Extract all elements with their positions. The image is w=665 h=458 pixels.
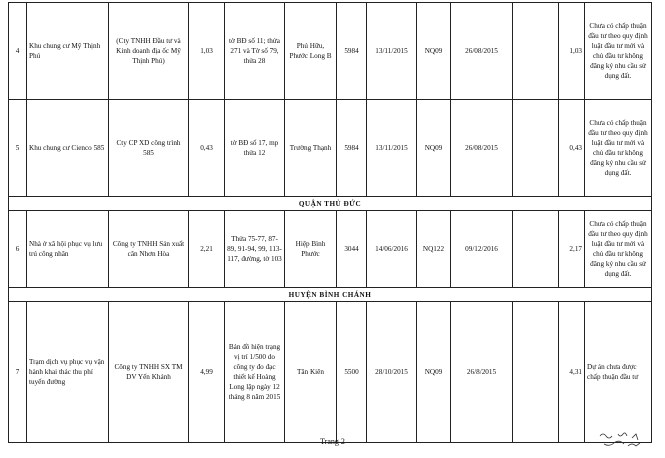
area: 2,21 [189, 211, 225, 288]
row-index: 6 [9, 211, 27, 288]
project-name: Khu chung cư Cienco 585 [27, 100, 109, 197]
location: Thửa 75-77, 87-89, 91-94, 99, 113-117, đường, tờ 103 [225, 211, 285, 288]
note: Chưa có chấp thuận đầu tư theo quy định luật đầu tư mới và chủ đầu tư không đăng ký nhu cầu sử dụng đất. [585, 100, 652, 197]
project-table [8, 2, 652, 443]
area: 4,99 [189, 302, 225, 443]
row-index: 4 [9, 3, 27, 100]
investor: Công ty TNHH Sản xuất cân Nhơn Hòa [109, 211, 189, 288]
location: Bản đồ hiện trạng vị trí 1/500 do công ty đo đạc thiết kế Hoàng Long lập ngày 12 tháng 8 năm 2015 [225, 302, 285, 443]
empty-cell [513, 302, 559, 443]
resolution: NQ09 [417, 302, 451, 443]
handwritten-mark [596, 428, 646, 452]
investor: Công ty TNHH SX TM DV Yến Khánh [109, 302, 189, 443]
empty-cell [513, 100, 559, 197]
resolution-date: 09/12/2016 [451, 211, 513, 288]
resolution: NQ122 [417, 211, 451, 288]
resolution: NQ09 [417, 3, 451, 100]
row-index: 7 [9, 302, 27, 443]
table-row [9, 3, 652, 100]
area-remaining: 1,03 [559, 3, 585, 100]
project-name: Khu chung cư Mỹ Thịnh Phú [27, 3, 109, 100]
area: 1,03 [189, 3, 225, 100]
section-heading: HUYỆN BÌNH CHÁNH [9, 288, 652, 302]
project-name: Trạm dịch vụ phục vụ vận hành khai thác thu phí tuyến đường [27, 302, 109, 443]
document-date: 14/06/2016 [367, 211, 417, 288]
table-row [9, 100, 652, 197]
document-date: 28/10/2015 [367, 302, 417, 443]
table-row [9, 302, 652, 443]
resolution: NQ09 [417, 100, 451, 197]
empty-cell [513, 211, 559, 288]
empty-cell [513, 3, 559, 100]
ward: Tân Kiên [285, 302, 337, 443]
document-number: 5500 [337, 302, 367, 443]
document-date: 13/11/2015 [367, 3, 417, 100]
document-number: 5984 [337, 3, 367, 100]
page-number: Trang 2 [320, 437, 345, 446]
investor: (Cty TNHH Đầu tư và Kinh doanh địa ốc Mỹ Thịnh Phú) [109, 3, 189, 100]
area-remaining: 4,31 [559, 302, 585, 443]
row-index: 5 [9, 100, 27, 197]
project-name: Nhà ở xã hội phục vụ lưu trú công nhân [27, 211, 109, 288]
ward: Hiệp Bình Phước [285, 211, 337, 288]
ward: Trường Thạnh [285, 100, 337, 197]
note: Chưa có chấp thuận đầu tư theo quy định luật đầu tư mới và chủ đầu tư không đăng ký nhu cầu sử dụng đất. [585, 211, 652, 288]
investor: Cty CP XD công trình 585 [109, 100, 189, 197]
ward: Phú Hữu, Phước Long B [285, 3, 337, 100]
table-row [9, 211, 652, 288]
section-heading: QUẬN THỦ ĐỨC [9, 197, 652, 211]
resolution-date: 26/08/2015 [451, 3, 513, 100]
location: tờ BĐ số 17, mp thửa 12 [225, 100, 285, 197]
note: Chưa có chấp thuận đầu tư theo quy định luật đầu tư mới và chủ đầu tư không đăng ký nhu cầu sử dụng đất. [585, 3, 652, 100]
location: tờ BĐ số 11; thửa 271 và Tờ số 79, thửa 28 [225, 3, 285, 100]
document-date: 13/11/2015 [367, 100, 417, 197]
document-number: 5984 [337, 100, 367, 197]
area: 0,43 [189, 100, 225, 197]
document-number: 3044 [337, 211, 367, 288]
note: Dự án chưa được chấp thuận đầu tư [585, 302, 652, 443]
resolution-date: 26/8/2015 [451, 302, 513, 443]
area-remaining: 0,43 [559, 100, 585, 197]
section-row [9, 288, 652, 302]
section-row [9, 197, 652, 211]
area-remaining: 2,17 [559, 211, 585, 288]
resolution-date: 26/08/2015 [451, 100, 513, 197]
